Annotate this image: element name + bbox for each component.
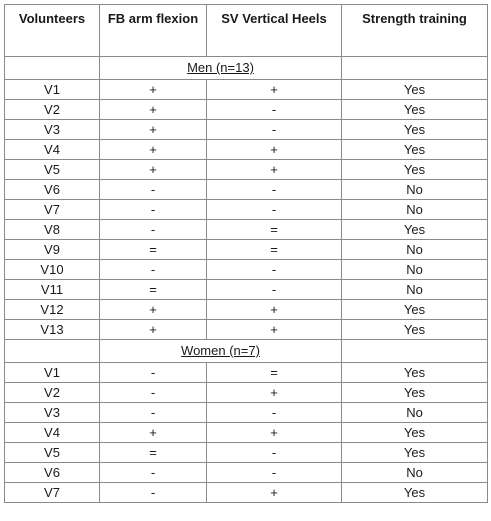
volunteer-cell: V7 — [5, 483, 100, 503]
table-row — [5, 120, 488, 140]
table-row — [5, 160, 488, 180]
table-row — [5, 140, 488, 160]
volunteer-cell: V6 — [5, 463, 100, 483]
fb-arm-flexion-cell: + — [100, 100, 207, 120]
group-spacer-cell — [5, 340, 100, 363]
header-volunteers: Volunteers — [5, 5, 100, 57]
volunteer-cell: V5 — [5, 160, 100, 180]
group-label-cell — [100, 57, 342, 80]
table-row — [5, 483, 488, 503]
table-row — [5, 300, 488, 320]
volunteer-cell: V10 — [5, 260, 100, 280]
table-row — [5, 280, 488, 300]
fb-arm-flexion-cell: - — [100, 220, 207, 240]
volunteer-cell: V4 — [5, 140, 100, 160]
strength-training-cell: Yes — [342, 140, 488, 160]
fb-arm-flexion-cell: - — [100, 180, 207, 200]
sv-vertical-heels-cell: + — [207, 300, 342, 320]
strength-training-cell: Yes — [342, 100, 488, 120]
volunteer-cell: V2 — [5, 383, 100, 403]
strength-training-cell: Yes — [342, 363, 488, 383]
volunteer-cell: V12 — [5, 300, 100, 320]
table-row — [5, 100, 488, 120]
volunteer-cell: V6 — [5, 180, 100, 200]
group-label: Men (n=13) — [187, 60, 254, 75]
strength-training-cell: No — [342, 180, 488, 200]
sv-vertical-heels-cell: + — [207, 383, 342, 403]
sv-vertical-heels-cell: + — [207, 160, 342, 180]
fb-arm-flexion-cell: - — [100, 463, 207, 483]
volunteer-cell: V3 — [5, 120, 100, 140]
table-row — [5, 80, 488, 100]
strength-training-cell: Yes — [342, 320, 488, 340]
fb-arm-flexion-cell: - — [100, 260, 207, 280]
fb-arm-flexion-cell: - — [100, 383, 207, 403]
sv-vertical-heels-cell: - — [207, 463, 342, 483]
strength-training-cell: Yes — [342, 383, 488, 403]
volunteer-cell: V9 — [5, 240, 100, 260]
sv-vertical-heels-cell: + — [207, 320, 342, 340]
strength-training-cell: No — [342, 240, 488, 260]
group-label-cell — [100, 340, 342, 363]
strength-training-cell: Yes — [342, 443, 488, 463]
group-label: Women (n=7) — [181, 343, 260, 358]
group-spacer-cell — [342, 340, 488, 363]
fb-arm-flexion-cell: + — [100, 80, 207, 100]
sv-vertical-heels-cell: + — [207, 80, 342, 100]
header-fb-arm-flexion: FB arm flexion — [100, 5, 207, 57]
strength-training-cell: Yes — [342, 483, 488, 503]
fb-arm-flexion-cell: - — [100, 403, 207, 423]
fb-arm-flexion-cell: - — [100, 363, 207, 383]
strength-training-cell: No — [342, 260, 488, 280]
sv-vertical-heels-cell: - — [207, 403, 342, 423]
sv-vertical-heels-cell: - — [207, 100, 342, 120]
volunteer-cell: V4 — [5, 423, 100, 443]
header-sv-vertical-heels: SV Vertical Heels — [207, 5, 342, 57]
strength-training-cell: Yes — [342, 80, 488, 100]
table-row — [5, 260, 488, 280]
fb-arm-flexion-cell: = — [100, 240, 207, 260]
table-row — [5, 320, 488, 340]
fb-arm-flexion-cell: + — [100, 320, 207, 340]
strength-training-cell: No — [342, 403, 488, 423]
fb-arm-flexion-cell: + — [100, 300, 207, 320]
table-body — [5, 57, 488, 503]
sv-vertical-heels-cell: - — [207, 260, 342, 280]
volunteer-cell: V11 — [5, 280, 100, 300]
sv-vertical-heels-cell: + — [207, 423, 342, 443]
strength-training-cell: Yes — [342, 220, 488, 240]
table-row — [5, 443, 488, 463]
sv-vertical-heels-cell: - — [207, 280, 342, 300]
strength-training-cell: No — [342, 200, 488, 220]
sv-vertical-heels-cell: - — [207, 200, 342, 220]
fb-arm-flexion-cell: + — [100, 120, 207, 140]
sv-vertical-heels-cell: = — [207, 363, 342, 383]
fb-arm-flexion-cell: = — [100, 443, 207, 463]
sv-vertical-heels-cell: - — [207, 120, 342, 140]
sv-vertical-heels-cell: = — [207, 240, 342, 260]
volunteer-cell: V8 — [5, 220, 100, 240]
table-row — [5, 200, 488, 220]
group-row — [5, 340, 488, 363]
strength-training-cell: Yes — [342, 120, 488, 140]
header-row — [5, 5, 488, 57]
volunteer-cell: V3 — [5, 403, 100, 423]
volunteer-cell: V1 — [5, 363, 100, 383]
table-row — [5, 363, 488, 383]
table-row — [5, 463, 488, 483]
results-table — [4, 4, 488, 503]
sv-vertical-heels-cell: - — [207, 180, 342, 200]
volunteer-cell: V1 — [5, 80, 100, 100]
strength-training-cell: No — [342, 280, 488, 300]
sv-vertical-heels-cell: + — [207, 140, 342, 160]
volunteer-cell: V5 — [5, 443, 100, 463]
volunteer-cell: V2 — [5, 100, 100, 120]
fb-arm-flexion-cell: - — [100, 200, 207, 220]
group-spacer-cell — [5, 57, 100, 80]
table-row — [5, 423, 488, 443]
header-strength-training: Strength training — [342, 5, 488, 57]
sv-vertical-heels-cell: = — [207, 220, 342, 240]
table-row — [5, 240, 488, 260]
table-row — [5, 180, 488, 200]
group-spacer-cell — [342, 57, 488, 80]
strength-training-cell: Yes — [342, 160, 488, 180]
fb-arm-flexion-cell: + — [100, 140, 207, 160]
fb-arm-flexion-cell: + — [100, 423, 207, 443]
fb-arm-flexion-cell: = — [100, 280, 207, 300]
table-row — [5, 403, 488, 423]
strength-training-cell: Yes — [342, 300, 488, 320]
table-row — [5, 383, 488, 403]
sv-vertical-heels-cell: + — [207, 483, 342, 503]
sv-vertical-heels-cell: - — [207, 443, 342, 463]
volunteer-cell: V13 — [5, 320, 100, 340]
volunteer-cell: V7 — [5, 200, 100, 220]
strength-training-cell: No — [342, 463, 488, 483]
fb-arm-flexion-cell: - — [100, 483, 207, 503]
fb-arm-flexion-cell: + — [100, 160, 207, 180]
strength-training-cell: Yes — [342, 423, 488, 443]
group-row — [5, 57, 488, 80]
table-row — [5, 220, 488, 240]
